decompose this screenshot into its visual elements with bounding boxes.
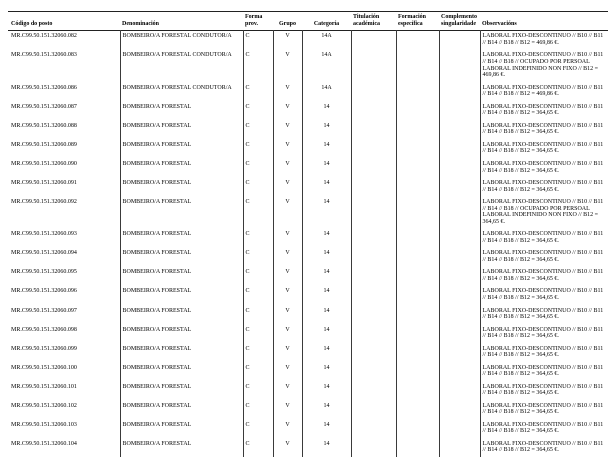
cell-titulacion-academica bbox=[351, 381, 396, 400]
cell-titulacion-academica bbox=[351, 419, 396, 438]
cell-observacions: LABORAL FIXO-DESCONTINUO // B10 // B11 // B14 // B18 // B12 = 364,65 €. bbox=[480, 286, 608, 305]
cell-grupo: V bbox=[273, 158, 302, 177]
cell-formacion-especifica bbox=[396, 343, 439, 362]
cell-observacions: LABORAL FIXO-DESCONTINUO // B10 // B11 // B14 // B18 // B12 = 364,65 €. bbox=[480, 101, 608, 120]
cell-complemento-singularidade bbox=[439, 267, 480, 286]
cell-forma-prov: C bbox=[243, 381, 273, 400]
cell-observacions: LABORAL FIXO-DESCONTINUO // B10 // B11 // B14 // B18 // OCUPADO POR PERSOAL LABORAL INDEFINIDO NON FIXO // B12 = 364,65 €. bbox=[480, 196, 608, 229]
cell-complemento-singularidade bbox=[439, 362, 480, 381]
cell-titulacion-academica bbox=[351, 248, 396, 267]
table-row bbox=[8, 419, 608, 438]
cell-formacion-especifica bbox=[396, 30, 439, 50]
cell-codigo-do-posto: MR.C99.50.151.32060.087 bbox=[11, 103, 77, 110]
cell-categoria: 14A bbox=[302, 50, 351, 83]
cell-grupo: V bbox=[273, 343, 302, 362]
cell-formacion-especifica bbox=[396, 120, 439, 139]
cell-forma-prov: C bbox=[243, 362, 273, 381]
cell-denominacion: BOMBEIRO/A FORESTAL bbox=[120, 438, 243, 457]
cell-forma-prov: C bbox=[243, 158, 273, 177]
cell-forma-prov: C bbox=[243, 30, 273, 50]
cell-titulacion-academica bbox=[351, 120, 396, 139]
col-header-grupo: Grupo bbox=[278, 20, 296, 27]
table-row bbox=[8, 120, 608, 139]
cell-complemento-singularidade bbox=[439, 324, 480, 343]
cell-codigo-do-posto: MR.C99.50.151.32060.092 bbox=[11, 198, 77, 205]
cell-categoria: 14 bbox=[302, 158, 351, 177]
table-row bbox=[8, 196, 608, 229]
cell-formacion-especifica bbox=[396, 158, 439, 177]
cell-grupo: V bbox=[273, 381, 302, 400]
cell-grupo: V bbox=[273, 305, 302, 324]
table-row bbox=[8, 343, 608, 362]
cell-codigo-do-posto: MR.C99.50.151.32060.096 bbox=[11, 288, 77, 295]
cell-forma-prov: C bbox=[243, 196, 273, 229]
cell-complemento-singularidade bbox=[439, 82, 480, 101]
cell-observacions: LABORAL FIXO-DESCONTINUO // B10 // B11 // B14 // B18 // B12 = 364,65 €. bbox=[480, 177, 608, 196]
cell-codigo-do-posto: MR.C99.50.151.32060.082 bbox=[11, 33, 77, 40]
table-row bbox=[8, 101, 608, 120]
cell-denominacion: BOMBEIRO/A FORESTAL bbox=[120, 324, 243, 343]
cell-denominacion: BOMBEIRO/A FORESTAL CONDUTOR/A bbox=[120, 30, 243, 50]
rpt-table-body bbox=[8, 30, 608, 457]
cell-complemento-singularidade bbox=[439, 248, 480, 267]
cell-formacion-especifica bbox=[396, 229, 439, 248]
col-header-categoria: Categoría bbox=[313, 20, 340, 27]
col-header-complemento-singularidade: Complemento singularidade bbox=[441, 14, 477, 27]
cell-forma-prov: C bbox=[243, 248, 273, 267]
cell-grupo: V bbox=[273, 196, 302, 229]
cell-forma-prov: C bbox=[243, 267, 273, 286]
cell-titulacion-academica bbox=[351, 30, 396, 50]
cell-titulacion-academica bbox=[351, 101, 396, 120]
cell-titulacion-academica bbox=[351, 324, 396, 343]
cell-formacion-especifica bbox=[396, 101, 439, 120]
cell-observacions: LABORAL FIXO-DESCONTINUO // B10 // B11 // B14 // B18 // B12 = 364,65 €. bbox=[480, 324, 608, 343]
cell-formacion-especifica bbox=[396, 177, 439, 196]
cell-complemento-singularidade bbox=[439, 400, 480, 419]
cell-categoria: 14 bbox=[302, 196, 351, 229]
cell-complemento-singularidade bbox=[439, 139, 480, 158]
cell-grupo: V bbox=[273, 101, 302, 120]
table-row bbox=[8, 305, 608, 324]
cell-observacions: LABORAL FIXO-DESCONTINUO // B10 // B11 // B14 // B18 // B12 = 469,86 €. bbox=[480, 30, 608, 50]
cell-grupo: V bbox=[273, 248, 302, 267]
cell-complemento-singularidade bbox=[439, 30, 480, 50]
cell-grupo: V bbox=[273, 139, 302, 158]
cell-denominacion: BOMBEIRO/A FORESTAL bbox=[120, 229, 243, 248]
cell-grupo: V bbox=[273, 120, 302, 139]
cell-grupo: V bbox=[273, 82, 302, 101]
cell-formacion-especifica bbox=[396, 362, 439, 381]
col-header-denominacion: Denominación bbox=[122, 20, 160, 27]
cell-codigo-do-posto: MR.C99.50.151.32060.102 bbox=[11, 402, 77, 409]
cell-grupo: V bbox=[273, 419, 302, 438]
cell-grupo: V bbox=[273, 286, 302, 305]
cell-denominacion: BOMBEIRO/A FORESTAL CONDUTOR/A bbox=[120, 82, 243, 101]
cell-categoria: 14 bbox=[302, 177, 351, 196]
table-row bbox=[8, 267, 608, 286]
cell-forma-prov: C bbox=[243, 50, 273, 83]
cell-formacion-especifica bbox=[396, 381, 439, 400]
cell-formacion-especifica bbox=[396, 286, 439, 305]
cell-denominacion: BOMBEIRO/A FORESTAL bbox=[120, 305, 243, 324]
cell-categoria: 14A bbox=[302, 82, 351, 101]
cell-formacion-especifica bbox=[396, 139, 439, 158]
cell-forma-prov: C bbox=[243, 324, 273, 343]
cell-grupo: V bbox=[273, 30, 302, 50]
cell-forma-prov: C bbox=[243, 120, 273, 139]
table-row bbox=[8, 82, 608, 101]
cell-titulacion-academica bbox=[351, 158, 396, 177]
cell-denominacion: BOMBEIRO/A FORESTAL bbox=[120, 381, 243, 400]
cell-denominacion: BOMBEIRO/A FORESTAL CONDUTOR/A bbox=[120, 50, 243, 83]
cell-formacion-especifica bbox=[396, 305, 439, 324]
cell-categoria: 14 bbox=[302, 381, 351, 400]
cell-categoria: 14 bbox=[302, 248, 351, 267]
cell-titulacion-academica bbox=[351, 438, 396, 457]
cell-complemento-singularidade bbox=[439, 381, 480, 400]
cell-observacions: LABORAL FIXO-DESCONTINUO // B10 // B11 // B14 // B18 // B12 = 364,65 €. bbox=[480, 158, 608, 177]
cell-categoria: 14A bbox=[302, 30, 351, 50]
cell-codigo-do-posto: MR.C99.50.151.32060.091 bbox=[11, 179, 77, 186]
cell-titulacion-academica bbox=[351, 50, 396, 83]
cell-observacions: LABORAL FIXO-DESCONTINUO // B10 // B11 // B14 // B18 // OCUPADO POR PERSOAL LABORAL INDEFINIDO NON FIXO // B12 = 469,86 €. bbox=[480, 50, 608, 83]
cell-complemento-singularidade bbox=[439, 50, 480, 83]
cell-codigo-do-posto: MR.C99.50.151.32060.086 bbox=[11, 84, 77, 91]
cell-complemento-singularidade bbox=[439, 229, 480, 248]
cell-formacion-especifica bbox=[396, 82, 439, 101]
col-header-forma-prov: Forma prov. bbox=[245, 14, 263, 27]
cell-denominacion: BOMBEIRO/A FORESTAL bbox=[120, 362, 243, 381]
col-header-titulacion-academica: Titulación académica bbox=[353, 14, 380, 27]
cell-titulacion-academica bbox=[351, 229, 396, 248]
table-row bbox=[8, 286, 608, 305]
cell-denominacion: BOMBEIRO/A FORESTAL bbox=[120, 267, 243, 286]
cell-grupo: V bbox=[273, 177, 302, 196]
cell-titulacion-academica bbox=[351, 343, 396, 362]
cell-observacions: LABORAL FIXO-DESCONTINUO // B10 // B11 // B14 // B18 // B12 = 364,65 €. bbox=[480, 362, 608, 381]
header-row bbox=[8, 12, 608, 31]
cell-complemento-singularidade bbox=[439, 158, 480, 177]
cell-codigo-do-posto: MR.C99.50.151.32060.104 bbox=[11, 440, 77, 447]
cell-denominacion: BOMBEIRO/A FORESTAL bbox=[120, 139, 243, 158]
cell-codigo-do-posto: MR.C99.50.151.32060.103 bbox=[11, 421, 77, 428]
cell-codigo-do-posto: MR.C99.50.151.32060.099 bbox=[11, 345, 77, 352]
cell-titulacion-academica bbox=[351, 305, 396, 324]
cell-observacions: LABORAL FIXO-DESCONTINUO // B10 // B11 // B14 // B18 // B12 = 364,65 €. bbox=[480, 419, 608, 438]
cell-categoria: 14 bbox=[302, 120, 351, 139]
cell-forma-prov: C bbox=[243, 400, 273, 419]
cell-observacions: LABORAL FIXO-DESCONTINUO // B10 // B11 // B14 // B18 // B12 = 364,65 €. bbox=[480, 400, 608, 419]
cell-denominacion: BOMBEIRO/A FORESTAL bbox=[120, 120, 243, 139]
col-header-observacions: Observacións bbox=[482, 20, 517, 27]
cell-categoria: 14 bbox=[302, 229, 351, 248]
cell-categoria: 14 bbox=[302, 419, 351, 438]
cell-denominacion: BOMBEIRO/A FORESTAL bbox=[120, 101, 243, 120]
cell-titulacion-academica bbox=[351, 196, 396, 229]
cell-denominacion: BOMBEIRO/A FORESTAL bbox=[120, 286, 243, 305]
cell-complemento-singularidade bbox=[439, 419, 480, 438]
cell-titulacion-academica bbox=[351, 286, 396, 305]
cell-denominacion: BOMBEIRO/A FORESTAL bbox=[120, 158, 243, 177]
rpt-table bbox=[8, 11, 608, 457]
cell-codigo-do-posto: MR.C99.50.151.32060.095 bbox=[11, 269, 77, 276]
table-row bbox=[8, 438, 608, 457]
table-row bbox=[8, 139, 608, 158]
cell-grupo: V bbox=[273, 362, 302, 381]
cell-grupo: V bbox=[273, 438, 302, 457]
cell-categoria: 14 bbox=[302, 139, 351, 158]
table-row bbox=[8, 248, 608, 267]
cell-formacion-especifica bbox=[396, 324, 439, 343]
cell-observacions: LABORAL FIXO-DESCONTINUO // B10 // B11 // B14 // B18 // B12 = 364,65 €. bbox=[480, 305, 608, 324]
rpt-table-header bbox=[8, 12, 608, 31]
cell-codigo-do-posto: MR.C99.50.151.32060.100 bbox=[11, 364, 77, 371]
cell-forma-prov: C bbox=[243, 438, 273, 457]
cell-forma-prov: C bbox=[243, 229, 273, 248]
cell-observacions: LABORAL FIXO-DESCONTINUO // B10 // B11 // B14 // B18 // B12 = 364,65 €. bbox=[480, 229, 608, 248]
cell-codigo-do-posto: MR.C99.50.151.32060.083 bbox=[11, 52, 77, 59]
cell-formacion-especifica bbox=[396, 267, 439, 286]
cell-titulacion-academica bbox=[351, 362, 396, 381]
cell-denominacion: BOMBEIRO/A FORESTAL bbox=[120, 196, 243, 229]
cell-categoria: 14 bbox=[302, 362, 351, 381]
cell-complemento-singularidade bbox=[439, 343, 480, 362]
cell-forma-prov: C bbox=[243, 177, 273, 196]
cell-formacion-especifica bbox=[396, 248, 439, 267]
cell-formacion-especifica bbox=[396, 196, 439, 229]
cell-titulacion-academica bbox=[351, 139, 396, 158]
table-row bbox=[8, 177, 608, 196]
cell-codigo-do-posto: MR.C99.50.151.32060.089 bbox=[11, 141, 77, 148]
cell-formacion-especifica bbox=[396, 419, 439, 438]
cell-codigo-do-posto: MR.C99.50.151.32060.097 bbox=[11, 307, 77, 314]
cell-forma-prov: C bbox=[243, 419, 273, 438]
cell-complemento-singularidade bbox=[439, 120, 480, 139]
table-row bbox=[8, 362, 608, 381]
table-row bbox=[8, 381, 608, 400]
cell-formacion-especifica bbox=[396, 438, 439, 457]
table-row bbox=[8, 30, 608, 50]
cell-complemento-singularidade bbox=[439, 196, 480, 229]
cell-codigo-do-posto: MR.C99.50.151.32060.098 bbox=[11, 326, 77, 333]
cell-categoria: 14 bbox=[302, 286, 351, 305]
cell-forma-prov: C bbox=[243, 305, 273, 324]
cell-denominacion: BOMBEIRO/A FORESTAL bbox=[120, 248, 243, 267]
cell-forma-prov: C bbox=[243, 343, 273, 362]
cell-complemento-singularidade bbox=[439, 305, 480, 324]
cell-codigo-do-posto: MR.C99.50.151.32060.088 bbox=[11, 122, 77, 129]
cell-forma-prov: C bbox=[243, 101, 273, 120]
cell-grupo: V bbox=[273, 324, 302, 343]
cell-categoria: 14 bbox=[302, 267, 351, 286]
cell-categoria: 14 bbox=[302, 324, 351, 343]
cell-grupo: V bbox=[273, 50, 302, 83]
cell-grupo: V bbox=[273, 267, 302, 286]
cell-observacions: LABORAL FIXO-DESCONTINUO // B10 // B11 // B14 // B18 // B12 = 364,65 €. bbox=[480, 139, 608, 158]
cell-forma-prov: C bbox=[243, 139, 273, 158]
col-header-formacion-especifica: Formación específica bbox=[398, 14, 426, 27]
cell-observacions: LABORAL FIXO-DESCONTINUO // B10 // B11 // B14 // B18 // B12 = 364,65 €. bbox=[480, 120, 608, 139]
cell-grupo: V bbox=[273, 229, 302, 248]
cell-titulacion-academica bbox=[351, 267, 396, 286]
cell-codigo-do-posto: MR.C99.50.151.32060.090 bbox=[11, 160, 77, 167]
cell-complemento-singularidade bbox=[439, 438, 480, 457]
cell-codigo-do-posto: MR.C99.50.151.32060.101 bbox=[11, 383, 77, 390]
table-row bbox=[8, 324, 608, 343]
cell-forma-prov: C bbox=[243, 82, 273, 101]
cell-codigo-do-posto: MR.C99.50.151.32060.093 bbox=[11, 231, 77, 238]
cell-observacions: LABORAL FIXO-DESCONTINUO // B10 // B11 // B14 // B18 // B12 = 469,86 €. bbox=[480, 82, 608, 101]
cell-complemento-singularidade bbox=[439, 177, 480, 196]
cell-denominacion: BOMBEIRO/A FORESTAL bbox=[120, 400, 243, 419]
cell-categoria: 14 bbox=[302, 101, 351, 120]
cell-complemento-singularidade bbox=[439, 286, 480, 305]
cell-titulacion-academica bbox=[351, 177, 396, 196]
cell-categoria: 14 bbox=[302, 343, 351, 362]
cell-observacions: LABORAL FIXO-DESCONTINUO // B10 // B11 // B14 // B18 // B12 = 364,65 €. bbox=[480, 381, 608, 400]
cell-denominacion: BOMBEIRO/A FORESTAL bbox=[120, 343, 243, 362]
col-header-codigo-do-posto: Código do posto bbox=[11, 20, 53, 27]
cell-complemento-singularidade bbox=[439, 101, 480, 120]
cell-categoria: 14 bbox=[302, 400, 351, 419]
cell-categoria: 14 bbox=[302, 438, 351, 457]
cell-denominacion: BOMBEIRO/A FORESTAL bbox=[120, 177, 243, 196]
table-row bbox=[8, 400, 608, 419]
cell-titulacion-academica bbox=[351, 82, 396, 101]
cell-categoria: 14 bbox=[302, 305, 351, 324]
cell-forma-prov: C bbox=[243, 286, 273, 305]
cell-titulacion-academica bbox=[351, 400, 396, 419]
table-row bbox=[8, 158, 608, 177]
cell-observacions: LABORAL FIXO-DESCONTINUO // B10 // B11 // B14 // B18 // B12 = 364,65 €. bbox=[480, 248, 608, 267]
cell-grupo: V bbox=[273, 400, 302, 419]
cell-observacions: LABORAL FIXO-DESCONTINUO // B10 // B11 // B14 // B18 // B12 = 364,65 €. bbox=[480, 343, 608, 362]
cell-formacion-especifica bbox=[396, 50, 439, 83]
table-row bbox=[8, 50, 608, 83]
cell-observacions: LABORAL FIXO-DESCONTINUO // B10 // B11 // B14 // B18 // B12 = 364,65 €. bbox=[480, 438, 608, 457]
cell-denominacion: BOMBEIRO/A FORESTAL bbox=[120, 419, 243, 438]
cell-formacion-especifica bbox=[396, 400, 439, 419]
cell-codigo-do-posto: MR.C99.50.151.32060.094 bbox=[11, 250, 77, 257]
table-row bbox=[8, 229, 608, 248]
cell-observacions: LABORAL FIXO-DESCONTINUO // B10 // B11 // B14 // B18 // B12 = 364,65 €. bbox=[480, 267, 608, 286]
